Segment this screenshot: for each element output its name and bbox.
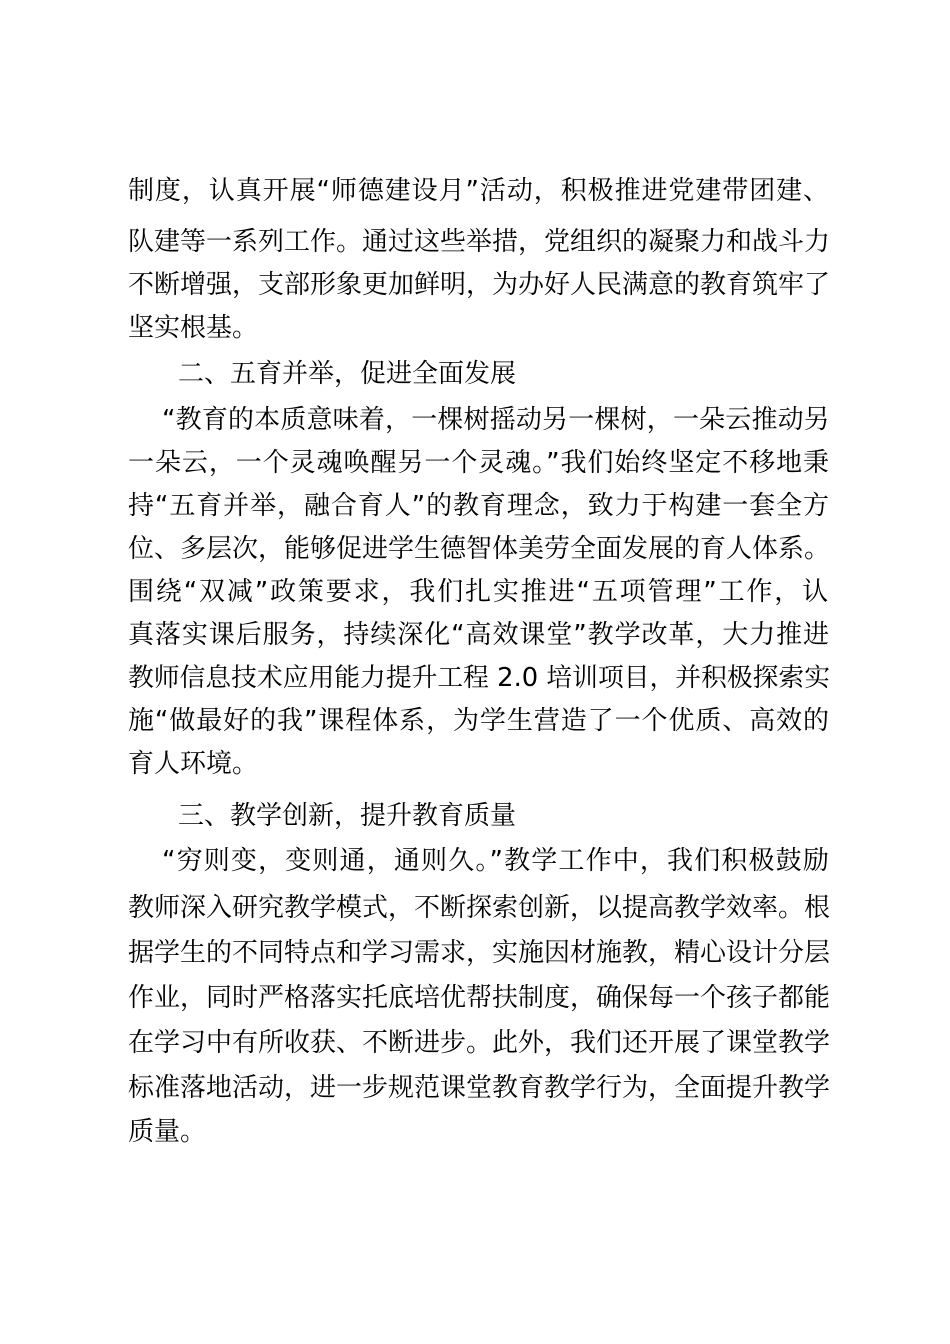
text-line	[0, 977, 950, 1019]
text-line-content: 作业，同时严格落实托底培优帮扶制度，确保每一个孩子都能	[128, 983, 830, 1013]
section-heading-text: 二、五育并举，促进全面发展	[178, 359, 517, 389]
text-line	[0, 485, 950, 527]
text-line	[0, 932, 950, 974]
text-line-content: 一朵云，一个灵魂唤醒另一个灵魂。”我们始终坚定不移地秉	[128, 448, 830, 478]
section-heading-text: 三、教学创新，提升教育质量	[178, 801, 517, 831]
text-line-content: 队建等一系列工作。通过这些举措，党组织的凝聚力和战斗力	[128, 227, 830, 257]
heading-line	[0, 353, 950, 395]
text-line-content: “教育的本质意味着，一棵树摇动另一棵树，一朵云推动另	[162, 405, 830, 435]
text-line	[0, 657, 950, 699]
text-line	[0, 307, 950, 349]
text-line-content: 真落实课后服务，持续深化“高效课堂”教学改革，大力推进	[128, 620, 830, 650]
text-line	[0, 264, 950, 306]
text-line	[0, 528, 950, 570]
text-line-content: 不断增强，支部形象更加鲜明，为办好人民满意的教育筑牢了	[128, 270, 830, 300]
text-line-content: 质量。	[128, 1117, 207, 1147]
heading-line	[0, 795, 950, 837]
text-line-content: 据学生的不同特点和学习需求，实施因材施教，精心设计分层	[128, 938, 830, 968]
text-line	[0, 1067, 950, 1109]
text-line-content: 位、多层次，能够促进学生德智体美劳全面发展的育人体系。	[128, 534, 830, 564]
text-line	[0, 571, 950, 613]
text-line-content: 教师深入研究教学模式，不断探索创新，以提高教学效率。根	[128, 893, 830, 923]
text-line-content: 坚实根基。	[128, 313, 259, 343]
text-line-content: 标准落地活动，进一步规范课堂教育教学行为，全面提升教学	[128, 1073, 830, 1103]
text-line	[0, 1022, 950, 1064]
text-line	[0, 399, 950, 441]
text-line	[0, 221, 950, 263]
text-line	[0, 700, 950, 742]
text-line-content: 施“做最好的我”课程体系，为学生营造了一个优质、高效的	[128, 706, 830, 736]
text-line	[0, 1111, 950, 1153]
text-line	[0, 840, 950, 882]
text-line	[0, 170, 950, 212]
text-line-content: 持“五育并举，融合育人”的教育理念，致力于构建一套全方	[128, 491, 830, 521]
text-line-content: “穷则变，变则通，通则久。”教学工作中，我们积极鼓励	[162, 846, 830, 876]
text-line	[0, 887, 950, 929]
text-line-content: 教师信息技术应用能力提升工程 2.0 培训项目，并积极探索实	[128, 663, 830, 693]
text-line	[0, 614, 950, 656]
text-line-content: 制度，认真开展“师德建设月”活动，积极推进党建带团建、	[128, 176, 830, 206]
text-line-content: 围绕“双减”政策要求，我们扎实推进“五项管理”工作，认	[128, 577, 830, 607]
text-line	[0, 743, 950, 785]
text-line-content: 育人环境。	[128, 749, 259, 779]
text-line-content: 在学习中有所收获、不断进步。此外，我们还开展了课堂教学	[128, 1028, 830, 1058]
text-line	[0, 442, 950, 484]
